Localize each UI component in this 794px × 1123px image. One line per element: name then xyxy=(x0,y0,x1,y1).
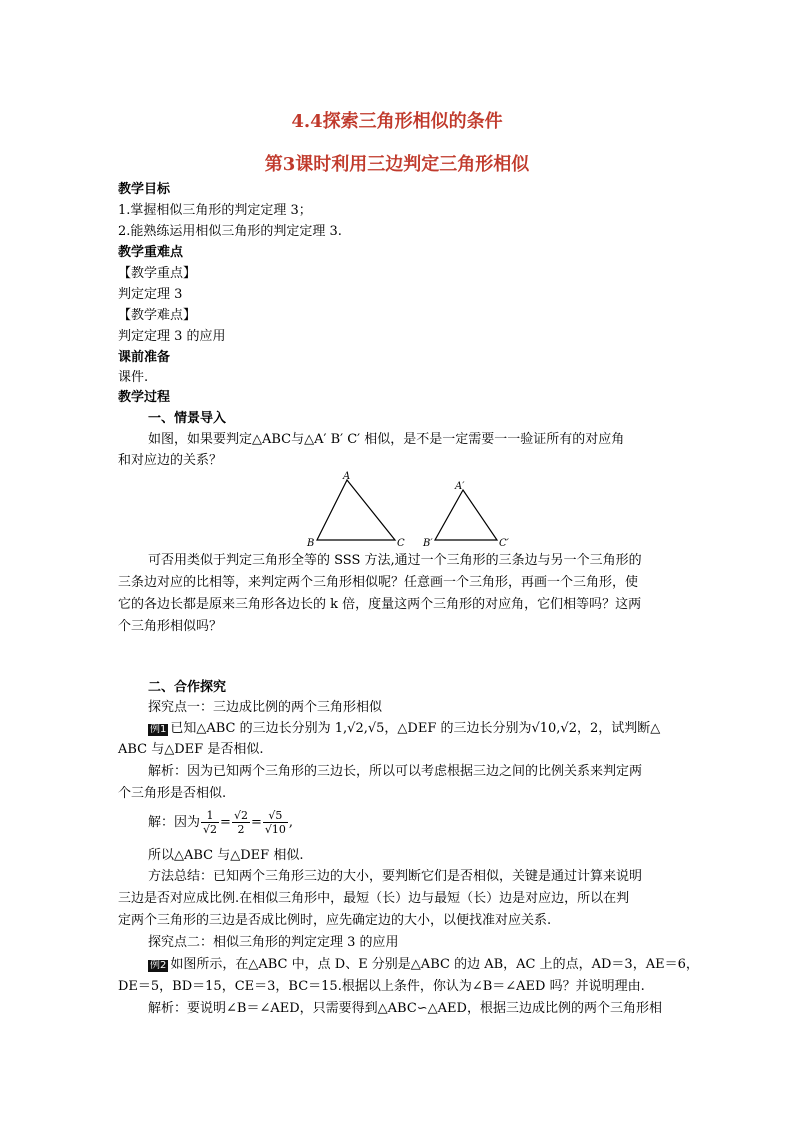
similar-triangles-figure xyxy=(300,468,530,550)
inquiry-paragraph-line-3: 它的各边长都是原来三角形各边长的 k 倍，度量这两个三角形的对应角，它们相等吗？这两 xyxy=(118,597,642,612)
preparation-text: 课件. xyxy=(118,370,149,385)
fraction-1: $\frac{1}{√2}$ xyxy=(203,809,218,836)
fraction-2: $\frac{√2}{2}$ xyxy=(233,809,248,836)
part-heading-cooperative: 二、合作探究 xyxy=(148,680,227,695)
section-heading-objectives: 教学目标 xyxy=(118,182,171,197)
method-summary-line-1: 方法总结：已知两个三角形三边的大小，要判断它们是否相似，关键是通过计算来说明 xyxy=(148,869,643,884)
solution-prefix: 解：因为 xyxy=(148,815,201,830)
example-2-analysis-line-1: 解析：要说明∠B＝∠AED，只需要得到△ABC∽△AED，根据三边成比例的两个三角形相 xyxy=(148,1001,662,1016)
section-heading-key-points: 教学重难点 xyxy=(118,245,184,260)
example-1-conclusion: 所以△ABC 与△DEF 相似. xyxy=(148,848,304,863)
difficulty-heading: 【教学难点】 xyxy=(118,308,197,323)
example-1-text: 已知△ABC 的三边长分别为 1,√2,√5，△DEF 的三边长分别为√10,√2，2，试判断△ xyxy=(170,721,661,736)
document-subtitle: 第3课时利用三边判定三角形相似 xyxy=(264,154,530,175)
example-1-line-1 xyxy=(148,719,708,739)
method-summary-line-3: 定两个三角形的三边是否成比例时，应先确定边的大小，以便找准对应关系. xyxy=(118,913,552,928)
label-a: A xyxy=(343,471,351,482)
fraction-3: $\frac{√5}{√10}$ xyxy=(264,809,286,836)
objective-line-2: 2.能熟练运用相似三角形的判定定理 3. xyxy=(118,224,342,239)
label-a-prime: A′ xyxy=(455,481,465,492)
label-c-prime: C′ xyxy=(499,538,509,549)
example-2-text: 如图所示，在△ABC 中，点 D、E 分别是△ABC 的边 AB，AC 上的点，AD＝3，AE＝6， xyxy=(170,957,699,972)
key-point-text: 判定定理 3 xyxy=(118,287,183,302)
intro-paragraph-line-1: 如图，如果要判定△ABC与△A′ B′ C′ 相似，是不是一定需要一一验证所有的对应角 xyxy=(148,432,625,447)
section-heading-preparation: 课前准备 xyxy=(118,350,171,365)
inquiry-paragraph-line-4: 个三角形相似吗？ xyxy=(118,619,223,634)
objective-line-1: 1.掌握相似三角形的判定定理 3； xyxy=(118,203,312,218)
explore-point-1: 探究点一：三边成比例的两个三角形相似 xyxy=(148,700,383,715)
key-point-heading: 【教学重点】 xyxy=(118,266,197,281)
inquiry-paragraph-line-1: 可否用类似于判定三角形全等的 SSS 方法,通过一个三角形的三条边与另一个三角形的 xyxy=(148,553,642,568)
example-1-analysis-line-2: 个三角形是否相似. xyxy=(118,786,227,801)
method-summary-line-2: 三边是否对应成比例.在相似三角形中，最短（长）边与最短（长）边是对应边，所以在判 xyxy=(118,891,630,906)
triangle-abc xyxy=(317,480,395,540)
example-1-line-2: ABC 与△DEF 是否相似. xyxy=(118,742,264,757)
triangle-a2b2c2 xyxy=(435,490,497,540)
example-1-solution: 解：因为 $\frac{1}{√2}$ = $\frac{√2}{2}$ = $\frac{√5}{√10}$ , xyxy=(148,809,294,836)
example-1-badge: 例1 xyxy=(150,724,167,735)
example-1-analysis-line-1: 解析：因为已知两个三角形的三边长，所以可以考虑根据三边之间的比例关系来判定两 xyxy=(148,764,643,779)
section-heading-process: 教学过程 xyxy=(118,390,171,405)
example-2-line-1 xyxy=(148,955,708,975)
difficulty-text: 判定定理 3 的应用 xyxy=(118,329,226,344)
label-b-prime: B′ xyxy=(423,538,433,549)
label-b: B xyxy=(307,538,315,549)
example-2-line-2: DE＝5，BD＝15，CE＝3，BC＝15.根据以上条件，你认为∠B＝∠AED 吗？并说明理由. xyxy=(118,979,645,994)
label-c: C xyxy=(397,538,405,549)
inquiry-paragraph-line-2: 三条边对应的比相等，来判定两个三角形相似呢？任意画一个三角形，再画一个三角形，使 xyxy=(118,575,639,590)
intro-paragraph-line-2: 和对应边的关系？ xyxy=(118,453,223,468)
example-2-badge: 例2 xyxy=(150,960,167,971)
explore-point-2: 探究点二：相似三角形的判定定理 3 的应用 xyxy=(148,935,399,950)
document-title: 4.4探索三角形相似的条件 xyxy=(291,111,503,132)
part-heading-intro: 一、情景导入 xyxy=(148,411,227,426)
